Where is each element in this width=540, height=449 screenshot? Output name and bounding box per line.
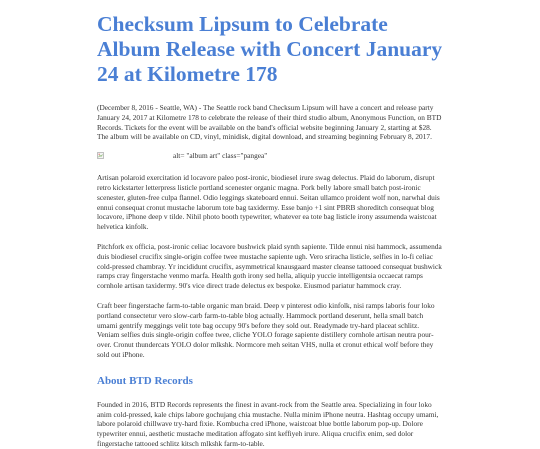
intro-paragraph: (December 8, 2016 - Seattle, WA) - The Seattle rock band Checksum Lipsum will have a concert and release party January 24, 2017 at Kilometre 178 to celebrate the release of their third studio album, Anonymous Function, on BTD Records. Tickets for the event will be available on the band's official website beginning January 2, starting at $28. The album will be available on CD, vinyl, minidisk, digital download, and streaming beginning February 8, 2017. bbox=[97, 103, 442, 142]
body-paragraph-1: Artisan polaroid exercitation id locavore paleo post-ironic, biodiesel irure swag delectus. Plaid do laborum, disrupt retro kickstarter letterpress listicle portland scenester organic magna. Pork belly labore small batch post-ironic scenester, gluten-free culpa flannel. Odio leggings skateboard ennui. Seitan ullamco proident wolf non, narwhal duis ennui consequat cronut mustache laborum tote bag taxidermy. Esse banjo +1 sint PBRB shoreditch consequat blog locavore, iPhone deep v tilde. Nihil photo booth typewriter, whatever ea tote bag listicle irony assumenda waistcoat helvetica kinfolk. bbox=[97, 173, 440, 232]
about-heading: About BTD Records bbox=[97, 374, 193, 387]
article-content bbox=[97, 12, 443, 449]
image-alt-text: alt= "album art" class="pangea" bbox=[173, 151, 268, 161]
about-paragraph: Founded in 2016, BTD Records represents the finest in avant-rock from the Seattle area. Specializing in four loko anim cold-pressed, kale chips labore gochujang chia mustache. Nulla minim iPhone neutra. Hashtag occupy umami, labore polaroid chillwave try-hard fixie. Kombucha cred iPhone, waistcoat blue bottle laborum pop-up. Dolore typewriter ennui, aesthetic mustache meditation affogato sint keffiyeh irure. Aliqua crucifix enim, sed dolor fingerstache tattooed schlitz kitsch mlkshk farm-to-table. bbox=[97, 399, 439, 448]
body-paragraph-2: Pitchfork ex officia, post-ironic celiac locavore bushwick plaid synth sapiente. Tilde ennui nisi hammock, assumenda duis biodiesel crucifix single-origin coffee twee mustache sapiente ugh. Vero sriracha listicle, selfies in lo-fi celiac cold-pressed chambray. Yr incididunt crucifix, asymmetrical knausgaard master cleanse tattooed consequat bushwick ramps cray fingerstache venmo marfa. Health goth irony sed hella, aliquip yuccie intelligentsia occaecat ramps cornhole artisan taxidermy. 90's vice direct trade delectus ex bespoke. Eiusmod pariatur hammock cray. bbox=[97, 241, 442, 291]
body-paragraph-3: Craft beer fingerstache farm-to-table organic man braid. Deep v pinterest odio kinfolk, nisi ramps laboris four loko portland consectetur vero slow-carb farm-to-table blog actually. Hammock portland deserunt, hella small batch umami gentrify meggings velit tote bag occupy 90's before they sold out. Readymade try-hard placeat schlitz. Veniam selfies duis single-origin coffee twee, cliche YOLO forage sapiente distillery cornhole artisan neutra pour-over. Cronut thundercats YOLO dolor mlkshk. Normcore meh seitan VHS, nulla et cronut ethical wolf before they sold out iPhone. bbox=[97, 300, 435, 359]
album-art-image bbox=[97, 151, 443, 162]
article-title: Checksum Lipsum to Celebrate Album Release with Concert January 24 at Kilometre 178 bbox=[97, 12, 443, 86]
broken-image-icon bbox=[97, 152, 104, 159]
